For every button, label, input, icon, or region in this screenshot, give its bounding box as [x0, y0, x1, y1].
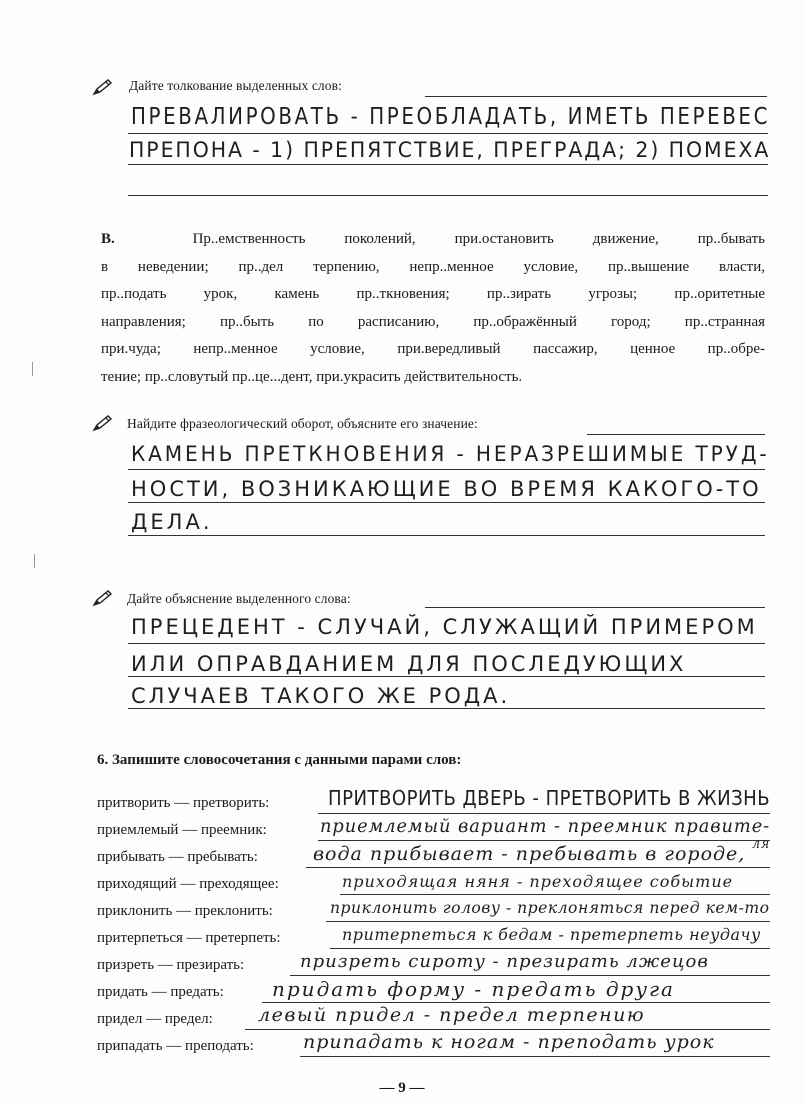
- task-d-answer-3: СЛУЧАЕВ ТАКОГО ЖЕ РОДА.: [131, 684, 511, 708]
- pair-words: прибывать — пребывать:: [97, 849, 258, 865]
- task-b-line: направления; пр..быть по расписанию, пр..ображённый город; пр..странная: [101, 313, 765, 330]
- pencil-icon: [92, 414, 114, 432]
- pair-words: приходящий — преходящее:: [97, 876, 279, 892]
- pair-words: придел — предел:: [97, 1011, 213, 1027]
- pair-answer: приклонить голову - преклоняться перед кем-то: [330, 898, 770, 917]
- task-a-prompt: Дайте толкование выделенных слов:: [129, 78, 342, 93]
- overflow-note: ля: [752, 836, 771, 852]
- answer-line: [425, 96, 767, 97]
- task-b-line: в неведении; пр..дел терпению, непр..менное условие, пр..вышение власти,: [101, 258, 765, 275]
- task-d-prompt: Дайте объяснение выделенного слова:: [127, 591, 351, 606]
- answer-line: [128, 133, 768, 134]
- answer-line: [340, 894, 770, 895]
- pair-answer: приемлемый вариант - преемник правите-: [320, 815, 771, 837]
- pair-answer: приходящая няня - преходящее событие: [342, 872, 734, 891]
- task-b-paragraph: [101, 226, 765, 392]
- pair-answer: ПРИТВОРИТЬ ДВЕРЬ - ПРЕТВОРИТЬ В ЖИЗНЬ: [328, 786, 771, 810]
- pencil-icon: [92, 78, 114, 96]
- task-c-prompt: Найдите фразеологический оборот, объясните его значение:: [127, 416, 478, 431]
- answer-line: [128, 535, 765, 536]
- answer-line: [306, 867, 770, 868]
- task-d-answer-1: ПРЕЦЕДЕНТ - СЛУЧАЙ, СЛУЖАЩИЙ ПРИМЕРОМ: [131, 615, 758, 639]
- margin-mark: [32, 362, 33, 376]
- pair-words: приклонить — преклонить:: [97, 903, 273, 919]
- task-a-answer-1: ПРЕВАЛИРОВАТЬ - ПРЕОБЛАДАТЬ, ИМЕТЬ ПЕРЕВЕС: [131, 104, 771, 130]
- pair-words: припадать — преподать:: [97, 1038, 254, 1054]
- task-b-line: В. Пр..емственность поколений, при.остановить движение, пр..бывать: [101, 231, 765, 247]
- answer-line: [587, 434, 765, 435]
- task-d-answer-2: ИЛИ ОПРАВДАНИЕМ ДЛЯ ПОСЛЕДУЮЩИХ: [131, 652, 687, 676]
- pair-answer: притерпеться к бедам - претерпеть неудачу: [342, 925, 761, 944]
- answer-line: [128, 643, 765, 644]
- task-b-letter: В.: [101, 231, 115, 247]
- pencil-icon: [92, 589, 114, 607]
- pair-words: призреть — презирать:: [97, 957, 245, 973]
- answer-line: [128, 469, 765, 470]
- pair-words: притерпеться — претерпеть:: [97, 930, 281, 946]
- pair-answer: вода прибывает - пребывать в городе,: [313, 843, 746, 865]
- answer-line: [262, 1002, 770, 1003]
- answer-line: [318, 813, 770, 814]
- pair-words: приемлемый — преемник:: [97, 822, 267, 838]
- answer-line: [245, 1029, 770, 1030]
- answer-line: [300, 1056, 770, 1057]
- answer-line: [318, 840, 770, 841]
- pair-words: притворить — претворить:: [97, 795, 270, 811]
- margin-mark: [34, 554, 35, 568]
- answer-line: [290, 975, 770, 976]
- task-c-answer-1: КАМЕНЬ ПРЕТКНОВЕНИЯ - НЕРАЗРЕШИМЫЕ ТРУД-: [131, 442, 770, 466]
- task-b-line: пр..подать урок, камень пр..ткновения; пр..зирать угрозы; пр..оритетные: [101, 286, 765, 303]
- pair-answer: левый придел - предел терпению: [258, 1004, 646, 1026]
- pair-words: придать — предать:: [97, 984, 224, 1000]
- answer-line: [128, 164, 768, 165]
- page-number: — 9 —: [379, 1080, 425, 1096]
- task-b-line: при.чуда; непр..менное условие, при.вередливый пассажир, ценное пр..обре-: [101, 341, 765, 358]
- task-b-line: тение; пр..словутый пр..це...дент, при.украсить действительность.: [101, 368, 523, 385]
- answer-line: [326, 921, 770, 922]
- task-c-answer-3: ДЕЛА.: [131, 510, 213, 534]
- answer-line: [128, 195, 768, 196]
- answer-line: [425, 607, 765, 608]
- pair-answer: придать форму - предать друга: [272, 977, 675, 1001]
- answer-line: [330, 948, 770, 949]
- answer-line: [128, 502, 765, 503]
- pair-answer: припадать к ногам - преподать урок: [303, 1031, 715, 1053]
- answer-line: [128, 708, 765, 709]
- answer-line: [128, 676, 765, 677]
- task-a-answer-2: ПРЕПОНА - 1) ПРЕПЯТСТВИЕ, ПРЕГРАДА; 2) ПОМЕХА: [129, 138, 771, 162]
- pair-answer: призреть сироту - презирать лжецов: [300, 951, 709, 972]
- task-c-answer-2: НОСТИ, ВОЗНИКАЮЩИЕ ВО ВРЕМЯ КАКОГО-ТО: [131, 477, 762, 501]
- task-6-title: 6. Запишите словосочетания с данными парами слов:: [97, 752, 462, 768]
